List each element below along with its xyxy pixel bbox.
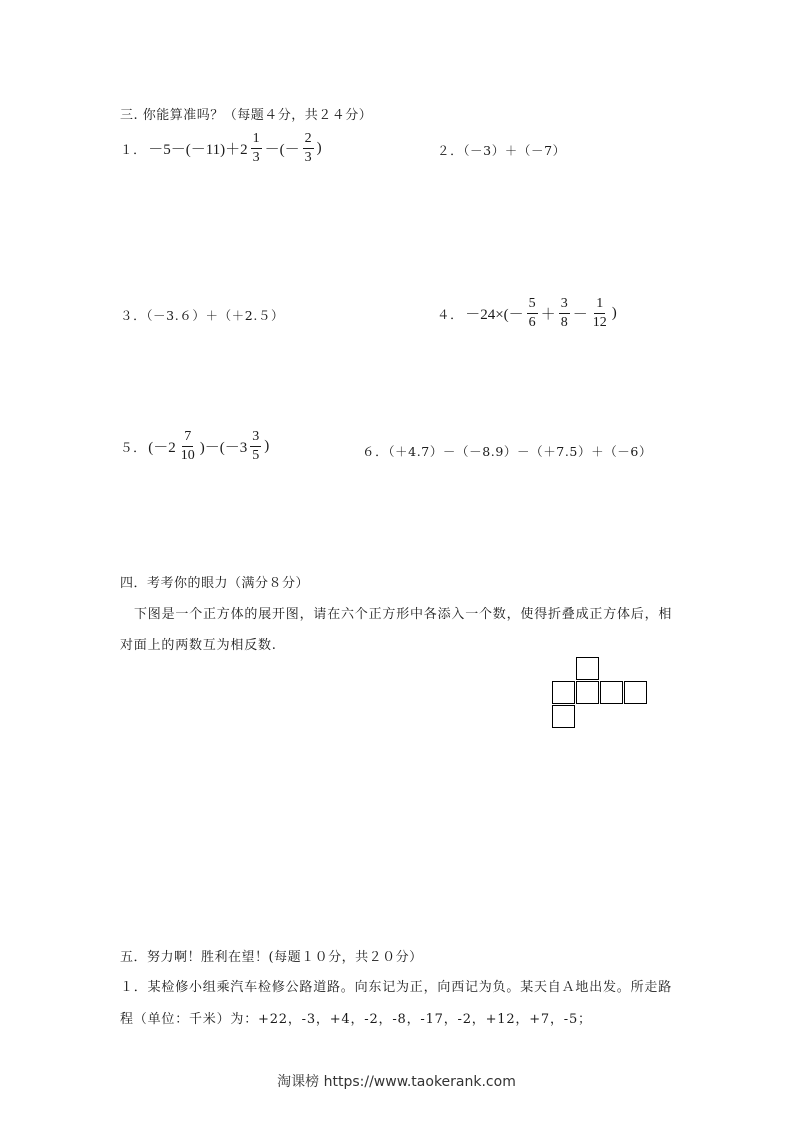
fraction [251,132,262,165]
fraction-numerator: 7 [182,430,193,447]
problem-5 [120,430,269,463]
problem-1 [120,132,322,165]
problem-5-term: ) [264,438,270,454]
problem-4-label: ４． [437,306,464,322]
cube-net-diagram [552,657,650,732]
section5-title: 五．努力啊！胜利在望！(每题１０分，共２０分） [120,950,423,965]
section4-instruction-line1: 下图是一个正方体的展开图，请在六个正方形中各添入一个数，使得折叠成正方体后，相 [134,607,673,622]
fraction-denominator: 3 [252,150,260,165]
problem-2: ２．（－3）＋（－7） [437,143,566,158]
cube-net-cell[interactable] [576,657,599,680]
fraction-denominator: 8 [560,315,568,330]
section5-problem1-line1: １．某检修小组乘汽车检修公路道路。向东记为正，向西记为负。某天自Ａ地出发。所走路 [120,980,673,995]
fraction [250,430,261,463]
problem-1-term: ) [316,140,322,156]
fraction [179,430,197,463]
fraction-numerator: 3 [250,430,261,447]
section3-title: 三. 你能算准吗？（每题４分，共２４分） [120,108,373,123]
fraction-numerator: 1 [251,132,262,149]
cube-net-cell[interactable] [624,681,647,704]
problem-5-label: ５． [120,439,147,455]
fraction-numerator: 1 [594,297,605,314]
problem-5-term: )－(－3 [199,440,248,456]
cube-net-cell[interactable] [600,681,623,704]
cube-net-cell[interactable] [552,681,575,704]
problem-1-term: －5－(－11)＋2 [148,142,248,158]
fraction-numerator: 2 [303,132,314,149]
section4-instruction-line2: 对面上的两数互为相反数. [120,638,277,653]
problem-3: ３．（－3.６）＋（＋2.５） [120,308,285,323]
problem-4 [437,297,617,330]
fraction-denominator: 3 [304,150,312,165]
footer-watermark: 淘课榜 https://www.taokerank.com [277,1074,516,1090]
fraction-denominator: 5 [252,448,260,463]
fraction [527,297,538,330]
section5-problem1-line2: 程（单位：千米）为：+22，-3，+4，-2，-8，-17，-2，+12，+7，-5； [120,1012,592,1027]
cube-net-cell[interactable] [552,705,575,728]
fraction [559,297,570,330]
section4-title: 四．考考你的眼力（满分８分） [120,576,310,591]
fraction-denominator: 10 [180,448,195,463]
fraction [303,132,314,165]
problem-4-term: －24×(－ [465,307,524,323]
problem-5-term: (－2 [148,440,176,456]
fraction-numerator: 5 [527,297,538,314]
problem-6: ６．（＋4.7）－（－8.9）－（＋7.5）＋（－6） [362,444,653,459]
cube-net-cell[interactable] [576,681,599,704]
problem-4-term: ＋ [540,307,556,323]
problem-4-term: － [572,307,588,323]
fraction-numerator: 3 [559,297,570,314]
fraction-denominator: 12 [592,315,607,330]
fraction-denominator: 6 [528,315,536,330]
problem-4-term: ) [611,305,617,321]
fraction [591,297,609,330]
problem-1-label: １． [120,141,147,157]
problem-1-term: －(－ [264,142,300,158]
